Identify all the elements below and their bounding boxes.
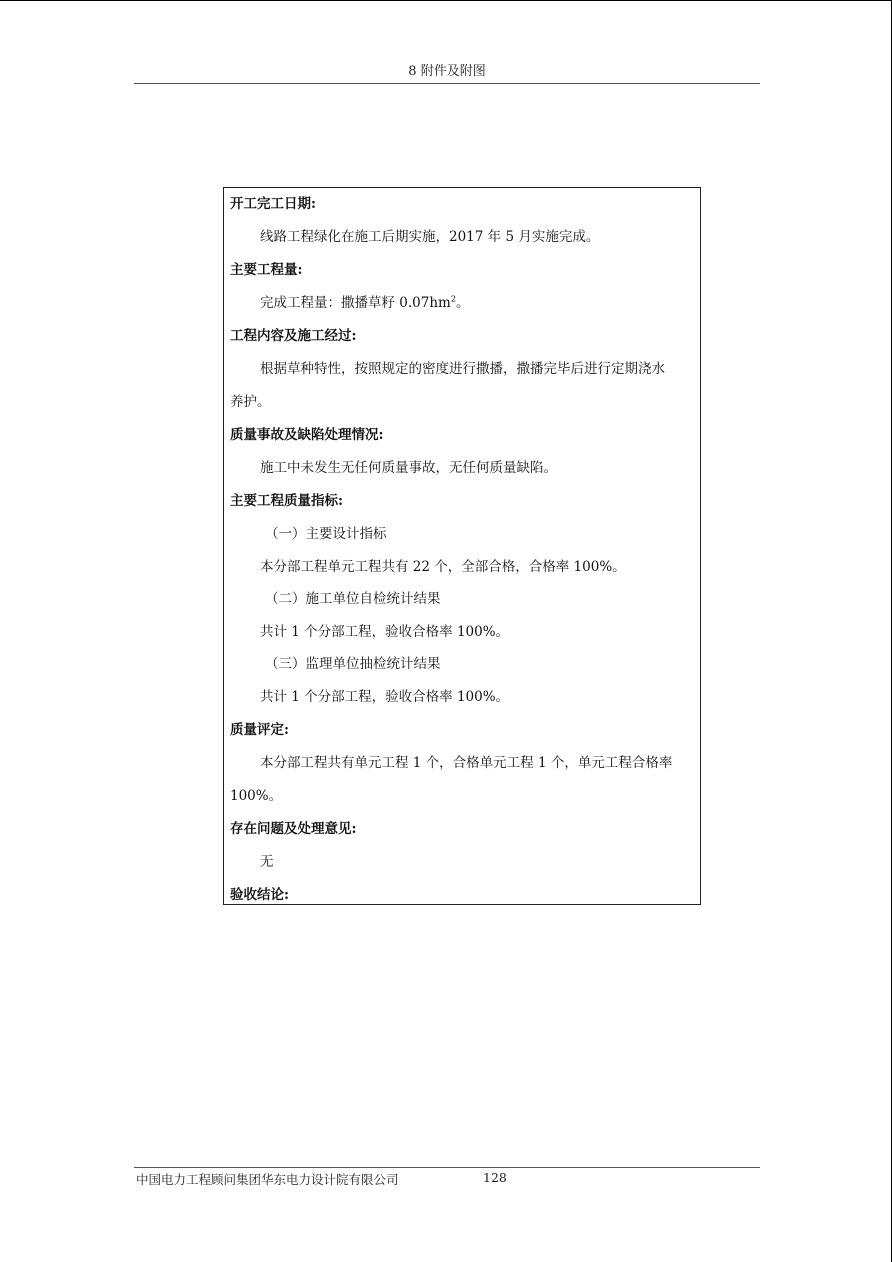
area-unit-superscript: 2 xyxy=(450,294,456,304)
main-quantity-heading: 主要工程量: xyxy=(230,262,303,278)
header-title: 8 附件及附图 xyxy=(408,64,486,79)
page-number: 128 xyxy=(483,1170,507,1185)
issues-text: 无 xyxy=(260,854,274,870)
content-process-text-line2: 养护。 xyxy=(230,394,271,410)
main-quantity-text-end: 。 xyxy=(455,295,470,311)
quality-accidents-text: 施工中未发生无任何质量事故，无任何质量缺陷。 xyxy=(260,460,557,476)
acceptance-content-box xyxy=(223,187,701,905)
start-end-date-heading: 开工完工日期: xyxy=(230,196,316,212)
quality-evaluation-heading: 质量评定: xyxy=(230,722,289,738)
quality-accidents-heading: 质量事故及缺陷处理情况: xyxy=(230,427,384,443)
main-quantity-text xyxy=(260,294,469,312)
indicator-item1-title: （一）主要设计指标 xyxy=(265,526,387,542)
indicator-item2-title: （二）施工单位自检统计结果 xyxy=(265,591,441,607)
start-end-date-text: 线路工程绿化在施工后期实施，2017 年 5 月实施完成。 xyxy=(260,229,600,245)
conclusion-heading: 验收结论: xyxy=(230,887,289,903)
content-process-text-line1: 根据草种特性，按照规定的密度进行撒播，撒播完毕后进行定期浇水 xyxy=(260,361,665,377)
footer-company: 中国电力工程顾问集团华东电力设计院有限公司 xyxy=(136,1172,399,1187)
indicator-item3-title: （三）监理单位抽检统计结果 xyxy=(265,656,441,672)
quality-evaluation-text-line2: 100%。 xyxy=(230,788,283,804)
quality-indicators-heading: 主要工程质量指标: xyxy=(230,493,343,509)
main-quantity-text-main: 完成工程量：撒播草籽 0.07hm xyxy=(260,295,451,311)
indicator-item1-text: 本分部工程单元工程共有 22 个，全部合格，合格率 100%。 xyxy=(260,559,626,575)
indicator-item2-text: 共计 1 个分部工程，验收合格率 100%。 xyxy=(260,624,510,640)
footer-rule xyxy=(134,1167,760,1168)
header-rule xyxy=(134,83,760,84)
content-process-heading: 工程内容及施工经过: xyxy=(230,328,357,344)
issues-heading: 存在问题及处理意见: xyxy=(230,821,357,837)
quality-evaluation-text-line1: 本分部工程共有单元工程 1 个，合格单元工程 1 个，单元工程合格率 xyxy=(260,755,673,771)
page-top-border xyxy=(0,0,892,1)
indicator-item3-text: 共计 1 个分部工程，验收合格率 100%。 xyxy=(260,689,510,705)
